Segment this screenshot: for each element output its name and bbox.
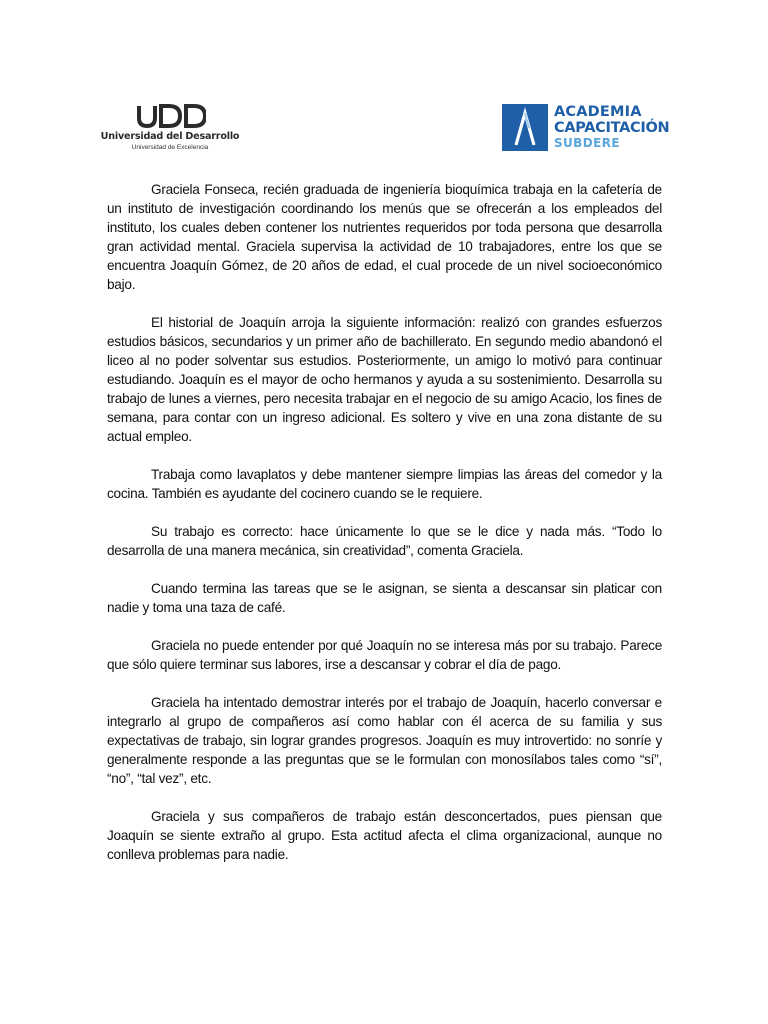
paragraph: Cuando termina las tareas que se le asignan, se sienta a descansar sin platicar con nadie y toma una taza de café. — [107, 581, 662, 615]
academia-logo-line1: ACADEMIA — [554, 104, 642, 120]
academia-logo — [502, 104, 672, 154]
academia-a-icon — [502, 104, 548, 151]
academia-logo-mark — [502, 104, 548, 151]
udd-logo-mark — [136, 104, 206, 128]
udd-logo-name: Universidad del Desarrollo — [100, 131, 240, 142]
academia-logo-line3: SUBDERE — [554, 136, 620, 150]
paragraph: Graciela ha intentado demostrar interés por el trabajo de Joaquín, hacerlo conversar e integrarlo al grupo de compañeros así como hablar con él acerca de su familia y sus expectativas de trabajo, sin lograr grandes progresos. Joaquín es muy introvertido: no sonríe y generalmente responde a las preguntas que se le formulan con monosílabos tales como “sí”, “no”, “tal vez”, etc. — [107, 695, 662, 786]
paragraph: Graciela no puede entender por qué Joaquín no se interesa más por su trabajo. Parece que sólo quiere terminar sus labores, irse a descansar y cobrar el día de pago. — [107, 638, 662, 672]
udd-logo-subtitle: Universidad de Excelencia — [131, 144, 209, 151]
paragraph: Graciela y sus compañeros de trabajo están desconcertados, pues piensan que Joaquín se siente extraño al grupo. Esta actitud afecta el clima organizacional, aunque no conlleva problemas para nadie. — [107, 809, 662, 862]
paragraph: El historial de Joaquín arroja la siguiente información: realizó con grandes esfuerzos estudios básicos, secundarios y un primer año de bachillerato. En segundo medio abandonó el liceo al no poder solventar sus estudios. Posteriormente, un amigo lo motivó para continuar estudiando. Joaquín es el mayor de ocho hermanos y ayuda a su sostenimiento. Desarrolla su trabajo de lunes a viernes, pero necesita trabajar en el negocio de su amigo Acacio, los fines de semana, para contar con un ingreso adicional. Es soltero y vive en una zona distante de su actual empleo. — [107, 315, 662, 444]
paragraph: Trabaja como lavaplatos y debe mantener siempre limpias las áreas del comedor y la cocina. También es ayudante del cocinero cuando se le requiere. — [107, 467, 662, 501]
academia-logo-line2: CAPACITACIÓN — [554, 120, 670, 136]
udd-logo — [100, 104, 240, 154]
document-header — [0, 0, 768, 170]
paragraph: Su trabajo es correcto: hace únicamente lo que se le dice y nada más. “Todo lo desarrolla de una manera mecánica, sin creatividad”, comenta Graciela. — [107, 524, 662, 558]
document-body — [107, 180, 662, 883]
paragraph: Graciela Fonseca, recién graduada de ingeniería bioquímica trabaja en la cafetería de un instituto de investigación coordinando los menús que se ofrecerán a los empleados del instituto, los cuales deben contener los nutrientes requeridos por toda persona que desarrolla gran actividad mental. Graciela supervisa la actividad de 10 trabajadores, entre los que se encuentra Joaquín Gómez, de 20 años de edad, el cual procede de un nivel socioeconómico bajo. — [107, 182, 662, 292]
